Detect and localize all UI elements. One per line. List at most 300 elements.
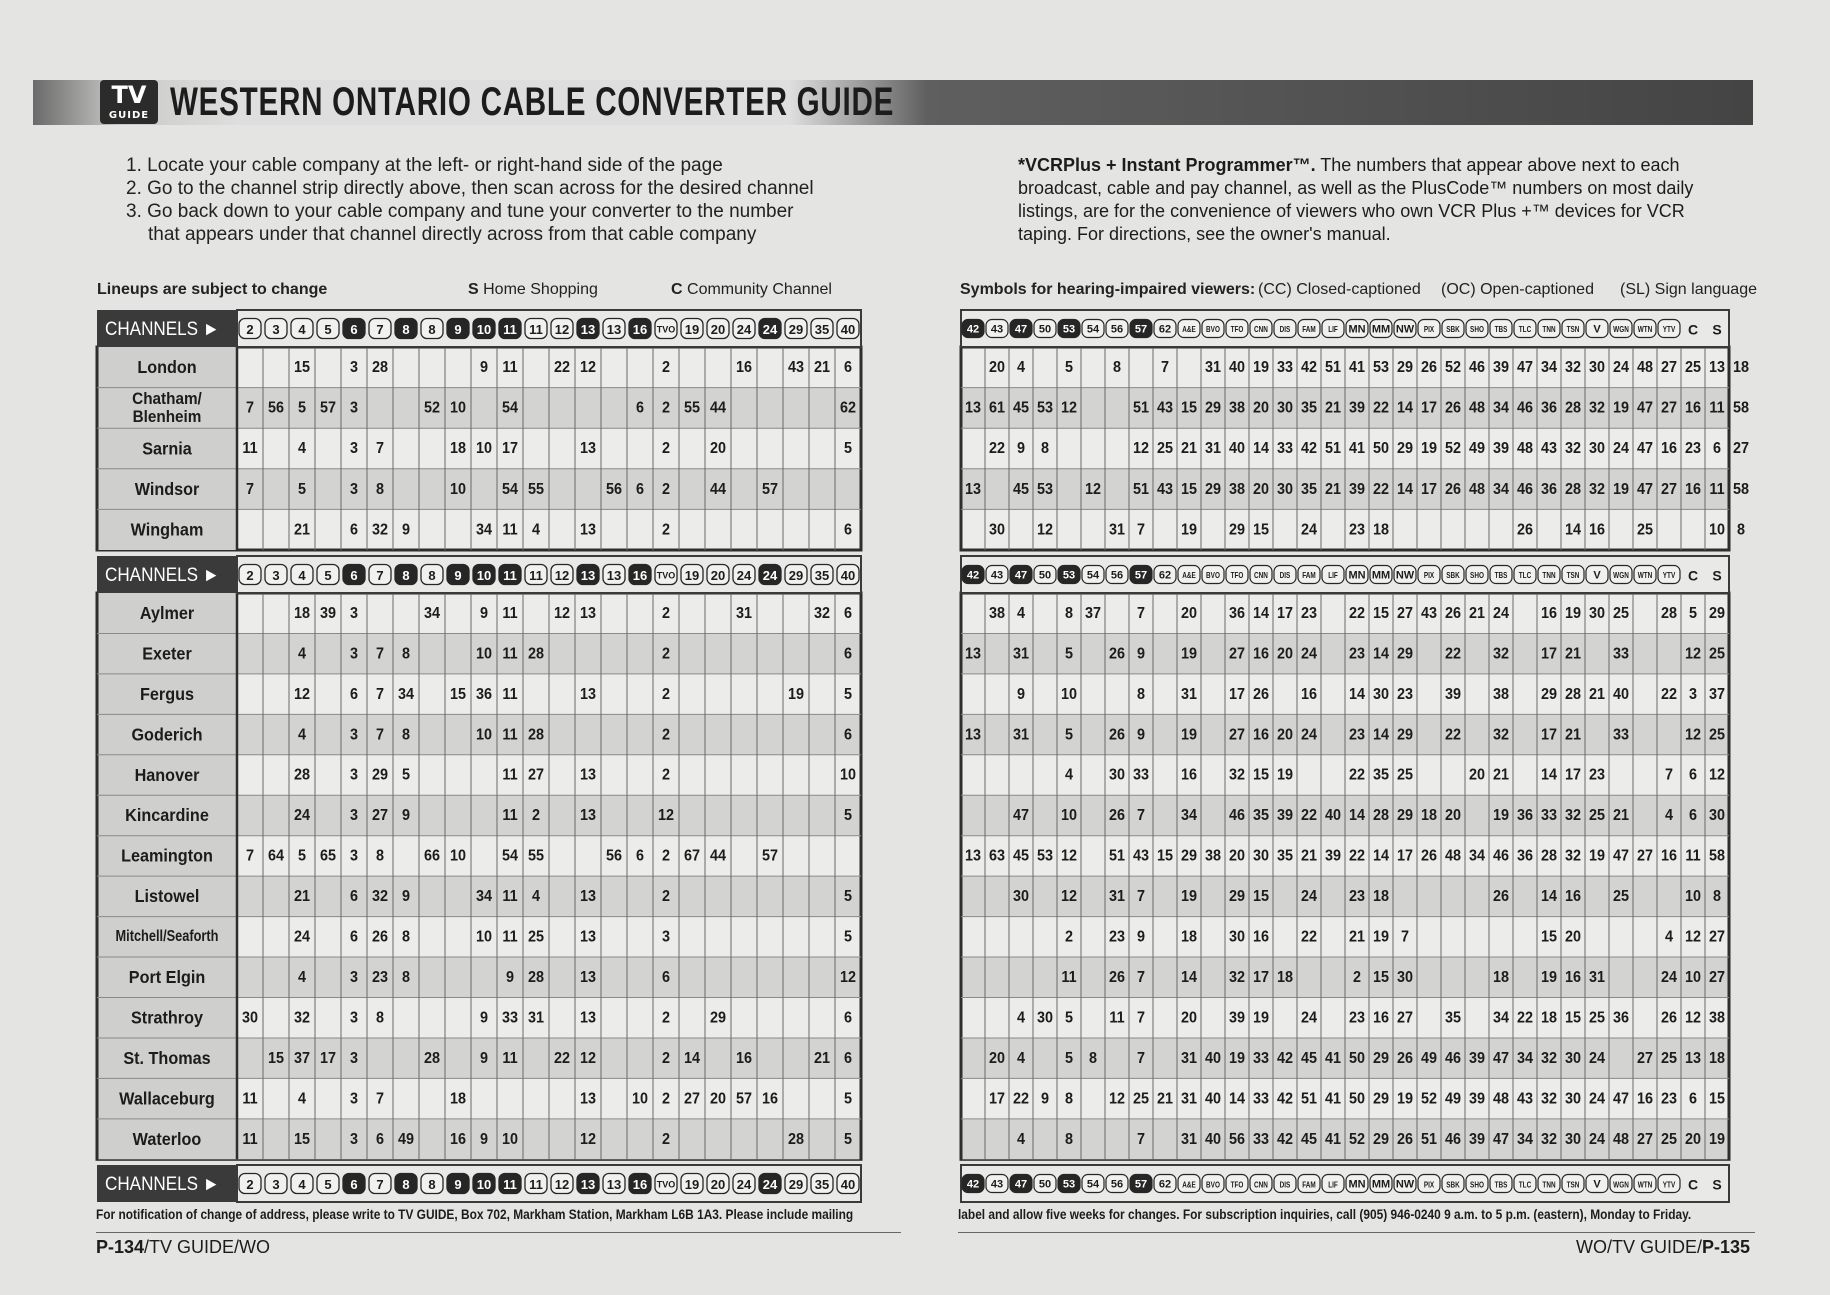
channel-number: 56 [1110, 1178, 1124, 1191]
converter-number: 50 [1348, 1049, 1366, 1068]
converter-number: 40 [1324, 806, 1342, 825]
converter-number: 26 [1108, 725, 1126, 744]
channel-number: LIF [1328, 1179, 1338, 1190]
converter-number: 16 [735, 358, 753, 377]
converter-number: 8 [401, 968, 411, 987]
converter-number: 26 [1252, 685, 1270, 704]
converter-number: 16 [449, 1130, 467, 1149]
company-name: Mitchell/Seaforth [115, 927, 219, 946]
converter-number: 2 [661, 725, 671, 744]
converter-number: 53 [1372, 358, 1390, 377]
company-name: Port Elgin [128, 967, 206, 988]
converter-number: 11 [502, 520, 518, 539]
converter-number: 55 [527, 846, 545, 865]
converter-number: 18 [1708, 1049, 1726, 1068]
converter-number: 10 [839, 766, 857, 784]
converter-number: 43 [1540, 439, 1558, 458]
converter-number: 4 [531, 887, 541, 906]
channel-number: 9 [454, 1177, 462, 1192]
converter-number: 39 [1468, 1130, 1486, 1149]
converter-number: 13 [579, 1008, 597, 1027]
converter-number: 10 [1060, 685, 1078, 704]
converter-number: 19 [1276, 766, 1294, 784]
company-name: Chatham/ [132, 389, 202, 409]
converter-number: 29 [1396, 725, 1414, 744]
converter-number: 32 [1540, 1089, 1558, 1108]
converter-number: 25 [1588, 1008, 1606, 1027]
converter-number: 33 [1276, 358, 1294, 377]
converter-number: 2 [661, 887, 671, 906]
converter-number: 57 [761, 480, 779, 499]
converter-number: 47 [1492, 1049, 1510, 1068]
converter-number: 18 [293, 604, 311, 623]
converter-number: 6 [375, 1130, 385, 1149]
channel-number: 62 [1158, 1178, 1172, 1191]
converter-number: 16 [1180, 766, 1198, 784]
converter-number: 9 [1136, 644, 1146, 663]
channel-number: 40 [840, 322, 856, 337]
converter-number: 27 [1636, 1130, 1654, 1149]
converter-number: 13 [579, 806, 597, 825]
converter-number: 19 [1564, 604, 1582, 623]
converter-number: 17 [1420, 398, 1438, 417]
channel-number: 35 [814, 568, 830, 583]
converter-number: 26 [1420, 846, 1438, 865]
converter-number: 27 [1708, 968, 1726, 987]
converter-number: 19 [1492, 806, 1510, 825]
converter-number: 24 [293, 806, 311, 825]
converter-number: 19 [1252, 1008, 1270, 1027]
converter-number: 25 [1684, 358, 1702, 377]
channel-number: 13 [580, 322, 596, 337]
converter-number: 16 [1372, 1008, 1390, 1027]
converter-number: 20 [988, 1049, 1006, 1068]
converter-number: 20 [1276, 644, 1294, 663]
converter-number: 21 [1324, 398, 1342, 417]
converter-number: 24 [1300, 725, 1318, 744]
channel-number: 24 [736, 1177, 752, 1192]
channel-number: TVO [656, 570, 676, 581]
converter-number: 5 [297, 480, 307, 499]
converter-number: 28 [527, 644, 545, 663]
converter-number: 16 [1252, 927, 1270, 946]
converter-number: 42 [1300, 439, 1318, 458]
channel-number: NW [1395, 569, 1415, 582]
converter-number: 17 [1564, 766, 1582, 784]
converter-number: 6 [1688, 766, 1698, 784]
converter-number: 14 [1396, 398, 1414, 417]
channel-number: 6 [350, 1177, 358, 1192]
channel-number: 10 [476, 322, 492, 337]
converter-number: 16 [735, 1049, 753, 1068]
converter-number: 28 [423, 1049, 441, 1068]
converter-number: 11 [1709, 480, 1725, 499]
converter-number: 31 [1180, 1130, 1198, 1149]
converter-number: 66 [423, 846, 441, 865]
channel-number: 56 [1110, 569, 1124, 582]
converter-number: 58 [1732, 398, 1750, 417]
hearing-title-text: Symbols for hearing-impaired viewers: [960, 281, 1256, 298]
converter-number: 26 [1420, 358, 1438, 377]
channel-number: 42 [966, 569, 980, 582]
converter-number: 25 [1612, 887, 1630, 906]
converter-number: 8 [1736, 520, 1746, 539]
converter-number: 28 [1564, 398, 1582, 417]
converter-number: 7 [1136, 887, 1146, 906]
converter-number: 35 [1276, 846, 1294, 865]
converter-number: 58 [1708, 846, 1726, 865]
converter-number: 11 [502, 685, 518, 704]
channel-number: 13 [606, 1177, 622, 1192]
converter-number: 6 [661, 968, 671, 987]
converter-number: 24 [1300, 644, 1318, 663]
converter-number: 33 [1540, 806, 1558, 825]
converter-number: 22 [1348, 766, 1366, 784]
converter-number: 19 [787, 685, 805, 704]
converter-number: 44 [709, 480, 727, 499]
converter-number: 11 [1061, 968, 1077, 987]
converter-number: 43 [1132, 846, 1150, 865]
converter-number: 43 [1156, 398, 1174, 417]
converter-number: 44 [709, 398, 727, 417]
channel-number: 4 [298, 568, 306, 583]
converter-number: 32 [1540, 1130, 1558, 1149]
channel-number: 3 [272, 568, 280, 583]
converter-number: 30 [1588, 604, 1606, 623]
channel-number: 11 [529, 322, 543, 337]
converter-number: 20 [988, 358, 1006, 377]
converter-number: 12 [1684, 927, 1702, 946]
converter-number: 13 [1708, 358, 1726, 377]
converter-number: 8 [401, 927, 411, 946]
converter-number: 48 [1468, 480, 1486, 499]
channel-number: 6 [350, 568, 358, 583]
channel-number: 20 [710, 1177, 726, 1192]
converter-number: 28 [527, 968, 545, 987]
converter-number: 8 [1064, 1130, 1074, 1149]
converter-number: 25 [1708, 644, 1726, 663]
converter-number: 19 [1612, 480, 1630, 499]
converter-number: 4 [531, 520, 541, 539]
converter-number: 37 [293, 1049, 311, 1068]
converter-number: 16 [1564, 887, 1582, 906]
converter-number: 2 [661, 1049, 671, 1068]
converter-number: 54 [501, 846, 519, 865]
converter-number: 39 [1468, 1089, 1486, 1108]
converter-number: 19 [1420, 439, 1438, 458]
company-name: Hanover [134, 765, 200, 786]
converter-number: 33 [1252, 1130, 1270, 1149]
channel-number: 10 [476, 568, 492, 583]
channel-number: 16 [632, 568, 648, 583]
converter-number: 18 [1540, 1008, 1558, 1027]
converter-number: 3 [349, 725, 359, 744]
company-name: Leamington [121, 845, 213, 866]
converter-number: 34 [1516, 1130, 1534, 1149]
channel-number: 57 [1134, 569, 1148, 582]
converter-number: 22 [1516, 1008, 1534, 1027]
converter-number: 3 [349, 358, 359, 377]
converter-number: 5 [843, 887, 853, 906]
channel-number: WTN [1637, 324, 1653, 335]
converter-number: 9 [479, 1049, 489, 1068]
converter-number: 24 [1612, 358, 1630, 377]
converter-number: 10 [449, 480, 467, 499]
channel-number: TNN [1542, 324, 1556, 335]
converter-number: 8 [375, 480, 385, 499]
converter-number: 51 [1132, 398, 1150, 417]
converter-number: 23 [1348, 644, 1366, 663]
converter-number: 34 [1180, 806, 1198, 825]
converter-number: 5 [843, 1130, 853, 1149]
converter-number: 28 [1564, 480, 1582, 499]
converter-number: 26 [1108, 968, 1126, 987]
converter-number: 4 [297, 968, 307, 987]
converter-number: 57 [761, 846, 779, 865]
channels-label: CHANNELS ► [105, 1172, 220, 1195]
channel-number: FAM [1302, 1179, 1316, 1190]
channel-number: 8 [402, 322, 410, 337]
channel-number: 40 [840, 568, 856, 583]
channel-number: 20 [710, 322, 726, 337]
converter-number: 14 [1252, 604, 1270, 623]
converter-number: 25 [527, 927, 545, 946]
company-name: Waterloo [132, 1129, 202, 1150]
converter-number: 14 [1372, 725, 1390, 744]
converter-number: 23 [1300, 604, 1318, 623]
channel-number: 11 [503, 568, 517, 583]
channel-number: FAM [1302, 324, 1316, 335]
converter-number: 6 [349, 685, 359, 704]
logo-tv-text: TV [111, 81, 147, 109]
converter-number: 8 [1064, 1089, 1074, 1108]
converter-number: 40 [1612, 685, 1630, 704]
converter-number: 12 [1108, 1089, 1126, 1108]
converter-number: 36 [1540, 480, 1558, 499]
channel-number: 43 [990, 1178, 1004, 1191]
converter-number: 10 [475, 725, 493, 744]
converter-number: 7 [245, 846, 255, 865]
converter-number: 20 [1564, 927, 1582, 946]
converter-number: 32 [1228, 968, 1246, 987]
converter-number: 40 [1204, 1049, 1222, 1068]
converter-number: 58 [1732, 480, 1750, 499]
channel-number: 24 [736, 322, 752, 337]
converter-number: 43 [787, 358, 805, 377]
converter-number: 13 [579, 604, 597, 623]
converter-number: 7 [1664, 766, 1674, 784]
channel-number: 50 [1038, 1178, 1052, 1191]
converter-number: 19 [1372, 927, 1390, 946]
converter-number: 29 [1396, 439, 1414, 458]
converter-number: 13 [964, 846, 982, 865]
channels-label: CHANNELS ► [105, 563, 220, 586]
converter-number: 31 [1204, 358, 1222, 377]
converter-number: 23 [1348, 725, 1366, 744]
converter-number: 42 [1276, 1130, 1294, 1149]
converter-number: 26 [1444, 398, 1462, 417]
channel-number: 8 [402, 568, 410, 583]
converter-number: 6 [843, 725, 853, 744]
converter-number: 56 [605, 846, 623, 865]
converter-number: 2 [661, 846, 671, 865]
channel-number: C [1687, 567, 1699, 584]
converter-number: 62 [839, 398, 857, 417]
channel-number: CNN [1254, 1179, 1268, 1190]
channel-number: TFO [1230, 1179, 1244, 1190]
page-label-left: /TV GUIDE/WO [144, 1237, 271, 1257]
channel-number: 53 [1062, 323, 1076, 336]
address-note: For notification of change of address, please write to TV GUIDE, Box 702, Markham Station, Markham L6B 1A3. Please include mailing [96, 1206, 854, 1222]
converter-number: 47 [1612, 1089, 1630, 1108]
converter-number: 6 [843, 604, 853, 623]
converter-number: 34 [1492, 1008, 1510, 1027]
converter-number: 28 [1564, 685, 1582, 704]
converter-number: 20 [709, 1089, 727, 1108]
converter-number: 33 [1276, 439, 1294, 458]
channel-number: 5 [324, 568, 332, 583]
page-num-left: P-134 [96, 1237, 145, 1257]
converter-number: 32 [1228, 766, 1246, 784]
converter-number: 5 [843, 439, 853, 458]
converter-number: 16 [1660, 846, 1678, 865]
converter-number: 4 [297, 439, 307, 458]
converter-number: 32 [1540, 1049, 1558, 1068]
converter-number: 26 [1108, 644, 1126, 663]
channel-number: 7 [376, 1177, 384, 1192]
converter-number: 22 [1348, 846, 1366, 865]
converter-number: 67 [683, 846, 701, 865]
converter-number: 29 [1396, 644, 1414, 663]
converter-number: 39 [1276, 806, 1294, 825]
converter-number: 14 [1540, 766, 1558, 784]
converter-number: 20 [1252, 398, 1270, 417]
converter-number: 46 [1444, 1130, 1462, 1149]
channel-number: MN [1348, 569, 1366, 582]
converter-number: 11 [1685, 846, 1701, 865]
converter-number: 18 [1180, 927, 1198, 946]
channel-number: SHO [1470, 324, 1484, 335]
company-name: Sarnia [142, 438, 192, 459]
converter-number: 11 [502, 358, 518, 377]
channel-number: S [1712, 1176, 1722, 1193]
converter-number: 12 [1684, 725, 1702, 744]
channel-number: BVO [1206, 570, 1220, 581]
converter-number: 7 [1160, 358, 1170, 377]
converter-number: 17 [1252, 968, 1270, 987]
converter-number: 2 [661, 604, 671, 623]
converter-number: 22 [1300, 927, 1318, 946]
converter-number: 31 [1588, 968, 1606, 987]
converter-number: 13 [579, 968, 597, 987]
channel-number: BVO [1206, 1179, 1220, 1190]
converter-number: 20 [1180, 1008, 1198, 1027]
converter-number: 46 [1516, 480, 1534, 499]
channel-number: 19 [684, 1177, 700, 1192]
converter-number: 22 [553, 1049, 571, 1068]
channel-number: 2 [246, 1177, 254, 1192]
converter-number: 51 [1108, 846, 1126, 865]
converter-number: 17 [1540, 725, 1558, 744]
converter-number: 19 [1588, 846, 1606, 865]
converter-number: 26 [1108, 806, 1126, 825]
converter-number: 21 [293, 520, 311, 539]
channel-number: 47 [1014, 1178, 1028, 1191]
converter-number: 31 [1180, 1049, 1198, 1068]
converter-number: 14 [1348, 806, 1366, 825]
converter-number: 25 [1156, 439, 1174, 458]
converter-number: 24 [1300, 520, 1318, 539]
converter-number: 6 [349, 520, 359, 539]
channel-number: 6 [350, 322, 358, 337]
company-name: Blenheim [132, 407, 202, 427]
channel-number: 62 [1158, 323, 1172, 336]
converter-number: 18 [449, 1089, 467, 1108]
converter-number: 6 [843, 1049, 853, 1068]
channel-number: 54 [1086, 569, 1100, 582]
converter-number: 10 [501, 1130, 519, 1149]
converter-number: 53 [1036, 398, 1054, 417]
channel-number: 16 [632, 1177, 648, 1192]
converter-number: 41 [1324, 1130, 1342, 1149]
converter-number: 16 [1300, 685, 1318, 704]
converter-number: 10 [1684, 887, 1702, 906]
channel-number: NW [1395, 323, 1415, 336]
converter-number: 16 [1660, 439, 1678, 458]
row-shade [237, 714, 860, 754]
converter-number: 5 [843, 927, 853, 946]
converter-number: 38 [1204, 846, 1222, 865]
channel-number: 24 [762, 568, 778, 583]
converter-number: 19 [1228, 1049, 1246, 1068]
converter-number: 20 [1468, 766, 1486, 784]
channel-number: DIS [1279, 324, 1291, 335]
converter-number: 30 [1372, 685, 1390, 704]
channel-number: C [1687, 1176, 1699, 1193]
converter-number: 34 [397, 685, 415, 704]
channel-number: 24 [762, 1177, 778, 1192]
converter-number: 55 [527, 480, 545, 499]
converter-number: 7 [1136, 1130, 1146, 1149]
company-name: London [137, 357, 197, 378]
channel-number: 5 [324, 1177, 332, 1192]
converter-number: 6 [843, 358, 853, 377]
converter-number: 6 [843, 1008, 853, 1027]
converter-number: 27 [1732, 439, 1750, 458]
converter-number: 27 [1660, 398, 1678, 417]
converter-number: 54 [501, 398, 519, 417]
converter-number: 7 [1400, 927, 1410, 946]
converter-number: 31 [527, 1008, 545, 1027]
channel-number: 57 [1134, 323, 1148, 336]
converter-number: 12 [1060, 398, 1078, 417]
instruction-line: 2. Go to the channel strip directly above, then scan across for the desired channel [126, 178, 814, 199]
channel-number: 47 [1014, 323, 1028, 336]
converter-number: 51 [1132, 480, 1150, 499]
converter-number: 15 [267, 1049, 285, 1068]
channel-number: TFO [1230, 570, 1244, 581]
converter-number: 26 [1516, 520, 1534, 539]
converter-number: 36 [1516, 846, 1534, 865]
converter-number: 18 [1372, 887, 1390, 906]
converter-number: 15 [293, 1130, 311, 1149]
converter-number: 6 [635, 846, 645, 865]
converter-number: 3 [349, 968, 359, 987]
converter-number: 29 [1228, 520, 1246, 539]
converter-number: 8 [375, 846, 385, 865]
converter-number: 30 [988, 520, 1006, 539]
channel-number: 11 [529, 568, 543, 583]
